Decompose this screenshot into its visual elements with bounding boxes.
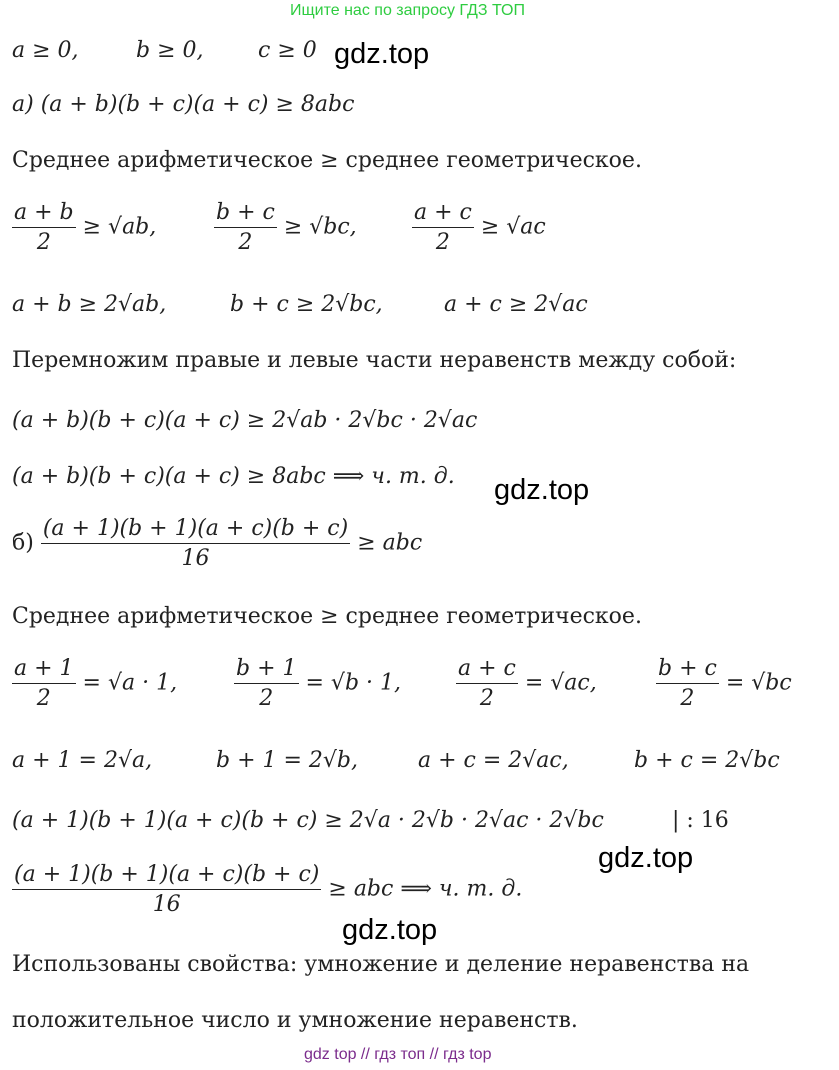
part-a-fraction-3: [412, 200, 546, 255]
fraction-rhs: = √bc: [725, 670, 792, 696]
fraction-rhs: ≥ √bc,: [283, 214, 357, 240]
part-a-doubled-3: a + c ≥ 2√ac: [444, 292, 588, 317]
part-b-conclusion: [12, 862, 522, 917]
fraction-numerator: b + c: [214, 200, 277, 228]
part-a-product-line: (a + b)(b + c)(a + c) ≥ 2√ab · 2√bc · 2√ac: [12, 408, 478, 433]
condition-c: c ≥ 0: [258, 38, 317, 63]
condition-a: a ≥ 0,: [12, 38, 79, 63]
fraction-numerator: a + c: [412, 200, 474, 228]
fraction-denominator: 2: [680, 686, 695, 711]
part-a-statement: а) (a + b)(b + c)(a + c) ≥ 8abc: [12, 92, 355, 117]
fraction-numerator: b + 1: [234, 656, 299, 684]
fraction-rhs: ≥ abc: [357, 530, 423, 556]
watermark: gdz.top: [494, 474, 590, 506]
fraction-rhs: ≥ √ab,: [82, 214, 157, 240]
fraction-numerator: a + b: [12, 200, 76, 228]
fraction-numerator: a + 1: [12, 656, 76, 684]
fraction-numerator: (a + 1)(b + 1)(a + c)(b + c): [41, 516, 350, 544]
closing-text-line-2: положительное число и умножение неравенств.: [12, 1008, 578, 1033]
watermark: gdz.top: [342, 914, 438, 946]
part-b-doubled-2: b + 1 = 2√b,: [216, 748, 359, 773]
footer-links[interactable]: gdz top // гдз топ // гдз top: [304, 1046, 492, 1063]
closing-text-line-1: Использованы свойства: умножение и деление неравенства на: [12, 952, 750, 977]
part-b-doubled-3: a + c = 2√ac,: [418, 748, 569, 773]
watermark: gdz.top: [598, 842, 694, 874]
fraction-denominator: 2: [259, 686, 274, 711]
fraction-rhs: ≥ √ac: [480, 214, 546, 240]
part-b-doubled-1: a + 1 = 2√a,: [12, 748, 153, 773]
fraction-denominator: 2: [238, 230, 253, 255]
part-b-divide-note: | : 16: [672, 808, 729, 833]
part-a-amgm-text: Среднее арифметическое ≥ среднее геометрическое.: [12, 148, 642, 173]
fraction-numerator: a + c: [456, 656, 518, 684]
part-b-amgm-text: Среднее арифметическое ≥ среднее геометрическое.: [12, 604, 642, 629]
fraction-denominator: 16: [152, 892, 181, 917]
fraction-rhs: = √b · 1,: [305, 670, 401, 696]
part-a-multiply-text: Перемножим правые и левые части неравенств между собой:: [12, 348, 737, 373]
fraction-denominator: 2: [36, 686, 51, 711]
part-b-fraction-2: [234, 656, 401, 711]
fraction-denominator: 2: [435, 230, 450, 255]
part-a-doubled-1: a + b ≥ 2√ab,: [12, 292, 167, 317]
fraction-rhs: = √ac,: [524, 670, 597, 696]
part-b-fraction-1: [12, 656, 177, 711]
part-a-fraction-1: [12, 200, 156, 255]
fraction-rhs: ≥ abc ⟹ ч. т. д.: [328, 876, 523, 902]
part-b-label: б): [12, 530, 34, 556]
fraction-numerator: (a + 1)(b + 1)(a + c)(b + c): [12, 862, 321, 890]
fraction-rhs: = √a · 1,: [82, 670, 178, 696]
fraction-denominator: 16: [181, 546, 210, 571]
fraction-numerator: b + c: [656, 656, 719, 684]
part-b-fraction-3: [456, 656, 597, 711]
fraction-denominator: 2: [36, 230, 51, 255]
part-b-statement: [12, 516, 422, 571]
search-banner: Ищите нас по запросу ГДЗ ТОП: [290, 2, 525, 19]
part-b-doubled-4: b + c = 2√bc: [634, 748, 780, 773]
part-b-fraction-4: [656, 656, 792, 711]
fraction-denominator: 2: [479, 686, 494, 711]
part-b-product-line: (a + 1)(b + 1)(a + c)(b + c) ≥ 2√a · 2√b · 2√ac · 2√bc: [12, 808, 604, 833]
watermark: gdz.top: [334, 38, 430, 70]
part-a-doubled-2: b + c ≥ 2√bc,: [230, 292, 383, 317]
part-a-fraction-2: [214, 200, 357, 255]
condition-b: b ≥ 0,: [136, 38, 204, 63]
part-a-conclusion: (a + b)(b + c)(a + c) ≥ 8abc ⟹ ч. т. д.: [12, 464, 455, 489]
